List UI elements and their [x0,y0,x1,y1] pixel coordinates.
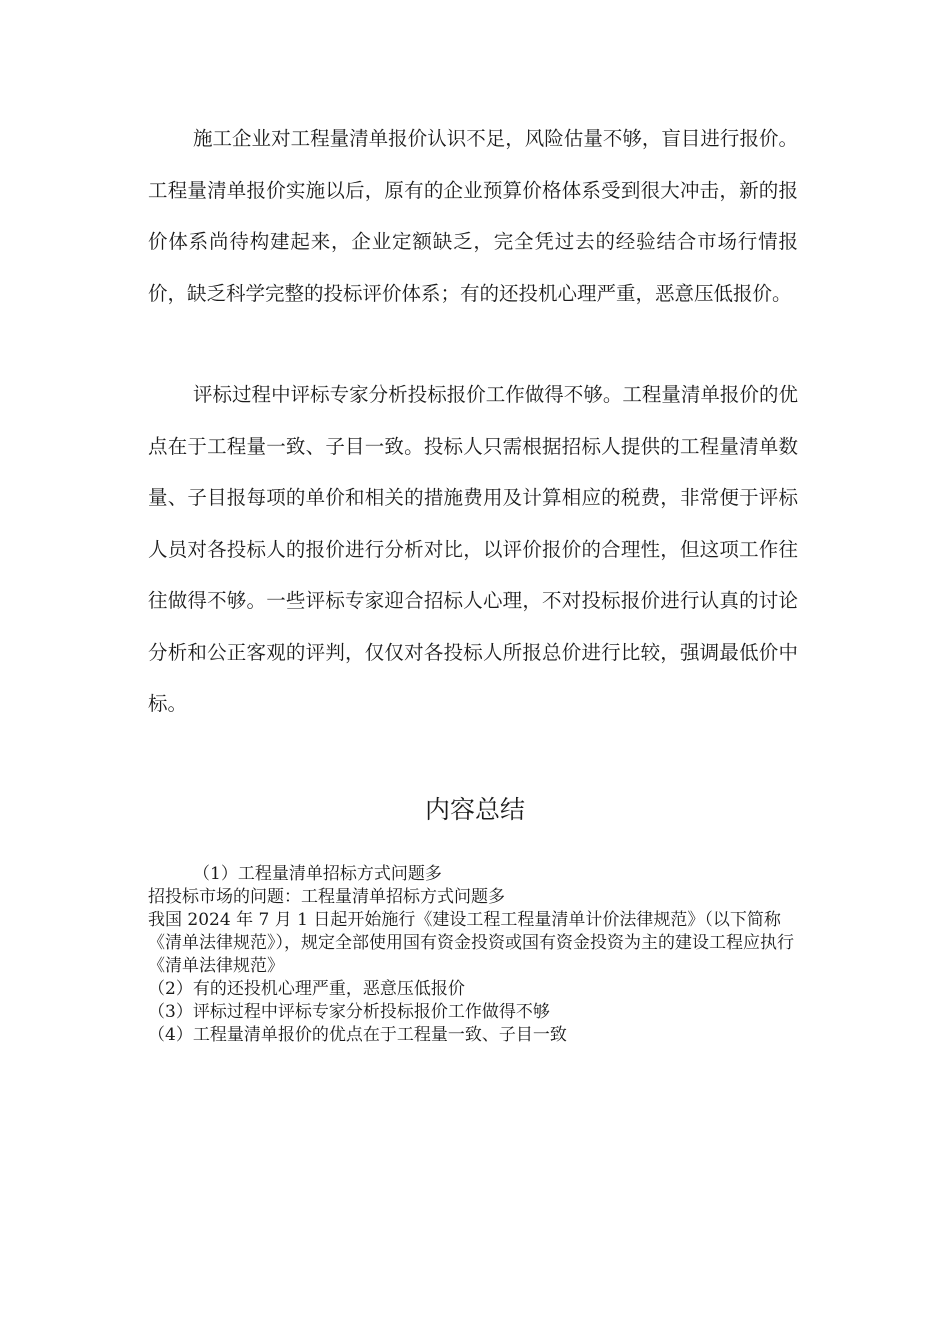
body-paragraph: 评标过程中评标专家分析投标报价工作做得不够。工程量清单报价的优点在于工程量一致、子目一致。投标人只需根据招标人提供的工程量清单数量、子目报每项的单价和相关的措施费用及计算相应的税费，非常便于评标人员对各投标人的报价进行分析对比，以评价报价的合理性，但这项工作往往做得不够。一些评标专家迎合招标人心理，不对投标报价进行认真的讨论分析和公正客观的评判，仅仅对各投标人所报总价进行比较，强调最低价中标。 [148,383,798,715]
summary-line: （3）评标过程中评标专家分析投标报价工作做得不够 [148,1002,550,1022]
summary-line: （1）工程量清单招标方式问题多 [193,864,442,884]
summary-line: 招投标市场的问题：工程量清单招标方式问题多 [148,887,505,907]
summary-title: 内容总结 [424,795,525,824]
summary-line: （2）有的还投机心理严重，恶意压低报价 [148,979,465,999]
body-paragraph: 施工企业对工程量清单报价认识不足，风险估量不够，盲目进行报价。工程量清单报价实施以后，原有的企业预算价格体系受到很大冲击，新的报价体系尚待构建起来，企业定额缺乏，完全凭过去的经验结合市场行情报价，缺乏科学完整的投标评价体系；有的还投机心理严重，恶意压低报价。 [148,127,798,305]
summary-line: 我国 2024 年 7 月 1 日起开始施行《建设工程工程量清单计价法律规范》（以下简称《清单法律规范》），规定全部使用国有资金投资或国有资金投资为主的建设工程应执行《清单法律规范》 [148,910,794,976]
summary-line: （4）工程量清单报价的优点在于工程量一致、子目一致 [148,1025,567,1045]
summary-section [148,863,803,1047]
